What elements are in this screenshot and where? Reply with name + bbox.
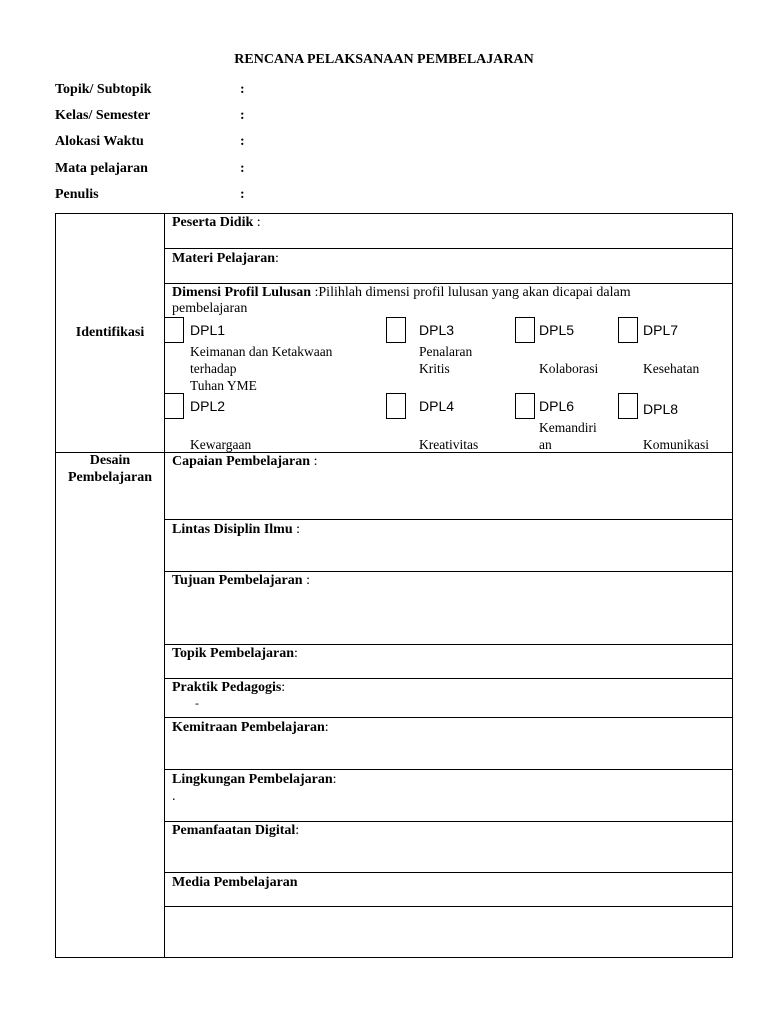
identifikasi-label: Identifikasi [75,325,145,340]
topik-pembelajaran-colon: : [294,646,298,661]
dimensi-instruction-cont: pembelajaran [172,301,248,316]
topik-colon: : [240,82,245,97]
row-divider [164,678,733,679]
digital-label: Pemanfaatan Digital [172,823,296,838]
lintas-field [172,522,300,538]
dpl7-checkbox[interactable] [618,317,638,343]
lingkungan-colon: : [332,772,337,787]
kemitraan-label: Kemitraan Pembelajaran [172,720,325,735]
praktik-bullet: - [195,696,199,710]
dpl4-code: DPL4 [419,398,455,414]
capaian-label: Capaian Pembelajaran [172,454,311,469]
dpl6-checkbox[interactable] [515,393,535,419]
tujuan-label: Tujuan Pembelajaran [172,573,303,588]
praktik-colon: : [281,680,286,695]
materi-colon: : [275,251,279,266]
lintas-label: Lintas Disiplin Ilmu [172,522,293,537]
document-title: RENCANA PELAKSANAAN PEMBELAJARAN [234,52,534,67]
lingkungan-dot: . [172,789,176,804]
dpl1-desc-line1: Keimanan dan Ketakwaan [190,344,333,359]
kelas-label: Kelas/ Semester [55,108,151,123]
tujuan-colon: : [302,573,310,588]
dpl3-code: DPL3 [419,322,455,338]
dpl8-checkbox[interactable] [618,393,638,419]
digital-field [172,823,299,839]
desain-label-line1: Desain [89,453,131,468]
dimensi-label: Dimensi Profil Lulusan [172,285,311,300]
penulis-colon: : [240,187,245,202]
dimensi-field [172,284,727,301]
dpl6-desc-line2: an [539,437,552,452]
digital-colon: : [295,823,300,838]
alokasi-label: Alokasi Waktu [55,134,144,149]
media-field [172,875,298,891]
penulis-label: Penulis [55,187,99,202]
materi-label: Materi Pelajaran [172,251,276,266]
row-divider [164,644,733,645]
tujuan-field [172,573,310,589]
mapel-colon: : [240,161,245,176]
dimensi-instruction: :Pilihlah dimensi profil lulusan yang akan dicapai dalam [311,285,631,300]
topik-pembelajaran-label: Topik Pembelajaran [172,646,294,661]
lingkungan-field [172,772,337,788]
dpl5-desc: Kolaborasi [539,361,599,376]
row-divider [164,769,733,770]
dpl1-desc-line2: terhadap [190,361,237,376]
dpl3-desc-line2: Kritis [419,361,450,376]
row-divider [164,717,733,718]
peserta-didik-label: Peserta Didik [172,215,254,230]
dpl6-desc-line1: Kemandiri [539,420,597,435]
dpl7-code: DPL7 [643,322,679,338]
praktik-label: Praktik Pedagogis [172,680,282,695]
alokasi-colon: : [240,134,245,149]
dpl1-desc-line3: Tuhan YME [190,378,257,393]
row-divider [164,872,733,873]
mapel-label: Mata pelajaran [55,161,148,176]
praktik-field [172,680,285,696]
materi-field [172,251,279,267]
dpl1-checkbox[interactable] [164,317,184,343]
row-divider [164,519,733,520]
peserta-didik-colon: : [253,215,261,230]
capaian-field [172,454,317,470]
lintas-colon: : [292,522,300,537]
row-divider [164,248,733,249]
kelas-colon: : [240,108,245,123]
dpl2-desc: Kewargaan [190,437,252,452]
dpl2-checkbox[interactable] [164,393,184,419]
dpl6-code: DPL6 [539,398,575,414]
dpl1-code: DPL1 [190,322,226,338]
dpl4-desc: Kreativitas [419,437,479,452]
row-divider [164,906,733,907]
topik-label: Topik/ Subtopik [55,82,152,97]
dpl8-desc: Komunikasi [643,437,709,452]
kemitraan-colon: : [324,720,329,735]
kemitraan-field [172,720,329,736]
dpl5-checkbox[interactable] [515,317,535,343]
dpl5-code: DPL5 [539,322,575,338]
dpl3-desc-line1: Penalaran [419,344,473,359]
dpl2-code: DPL2 [190,398,226,414]
peserta-didik-field [172,215,261,231]
dpl7-desc: Kesehatan [643,361,700,376]
desain-label-line2: Pembelajaran [68,470,152,485]
lingkungan-label: Lingkungan Pembelajaran [172,772,333,787]
row-divider [164,571,733,572]
row-divider [164,821,733,822]
dpl4-checkbox[interactable] [386,393,406,419]
dpl3-checkbox[interactable] [386,317,406,343]
media-label: Media Pembelajaran [172,875,298,890]
capaian-colon: : [310,454,318,469]
dpl8-code: DPL8 [643,401,679,417]
topik-pembelajaran-field [172,646,298,662]
